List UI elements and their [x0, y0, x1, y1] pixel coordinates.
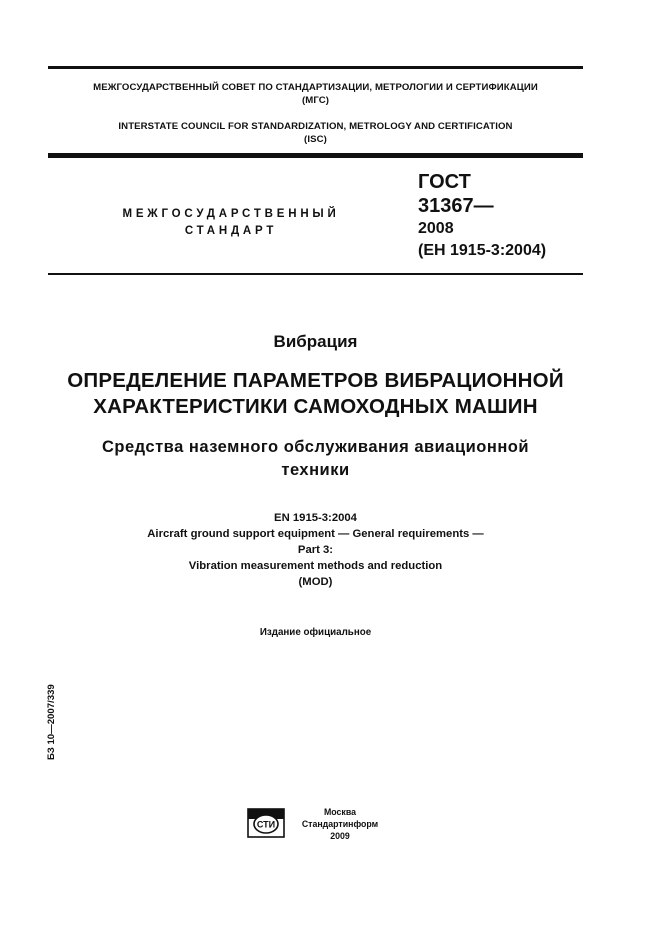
en-reference-number: EN 1915-3:2004 [274, 512, 357, 524]
side-code: БЗ 10—2007/339 [46, 684, 57, 760]
header-rule [48, 153, 583, 158]
en-reference-title: Aircraft ground support equipment — General requirements — [147, 528, 484, 540]
top-rule [48, 66, 583, 69]
publisher-info [295, 806, 385, 842]
publisher-logo-text: СТИ [256, 819, 276, 830]
document-subtitle [48, 436, 583, 482]
edition-label: Издание официальное [259, 627, 372, 638]
document-title-line2: ХАРАКТЕРИСТИКИ САМОХОДНЫХ МАШИН [93, 395, 538, 418]
standard-type-line1: МЕЖГОСУДАРСТВЕННЫЙ [122, 208, 340, 220]
en-reference-mod: (MOD) [298, 576, 333, 588]
document-title-line1: ОПРЕДЕЛЕНИЕ ПАРАМЕТРОВ ВИБРАЦИОННОЙ [67, 369, 564, 392]
publisher-city: Москва [323, 807, 357, 817]
council-abbr-ru: (МГС) [301, 95, 330, 106]
gost-designation [418, 170, 546, 262]
council-name-ru [48, 81, 583, 107]
gost-equivalent: (ЕН 1915-3:2004) [418, 242, 547, 259]
publisher-name: Стандартинформ [301, 819, 379, 829]
council-name-en-line1: INTERSTATE COUNCIL FOR STANDARDIZATION, METROLOGY AND CERTIFICATION [118, 121, 513, 132]
publisher-year: 2009 [330, 831, 350, 841]
document-title [48, 368, 583, 420]
en-reference-subtitle: Vibration measurement methods and reduction [188, 560, 443, 572]
publisher-logo-icon [247, 808, 285, 838]
document-subtitle-line1: Средства наземного обслуживания авиационной [101, 438, 530, 456]
en-reference-part: Part 3: [297, 544, 334, 556]
standard-type-line2: СТАНДАРТ [184, 225, 278, 237]
document-subtitle-line2: техники [281, 461, 350, 479]
council-name-en [48, 120, 583, 146]
document-topic: Вибрация [273, 332, 358, 351]
gost-number: 31367— [418, 195, 494, 217]
designation-rule [48, 273, 583, 275]
gost-label: ГОСТ [418, 171, 471, 193]
council-name-ru-line1: МЕЖГОСУДАРСТВЕННЫЙ СОВЕТ ПО СТАНДАРТИЗАЦИИ, МЕТРОЛОГИИ И СЕРТИФИКАЦИИ [93, 82, 538, 93]
council-abbr-en: (ISC) [304, 134, 327, 145]
standard-type [100, 206, 362, 240]
gost-year: 2008 [418, 220, 454, 237]
en-reference [48, 510, 583, 590]
